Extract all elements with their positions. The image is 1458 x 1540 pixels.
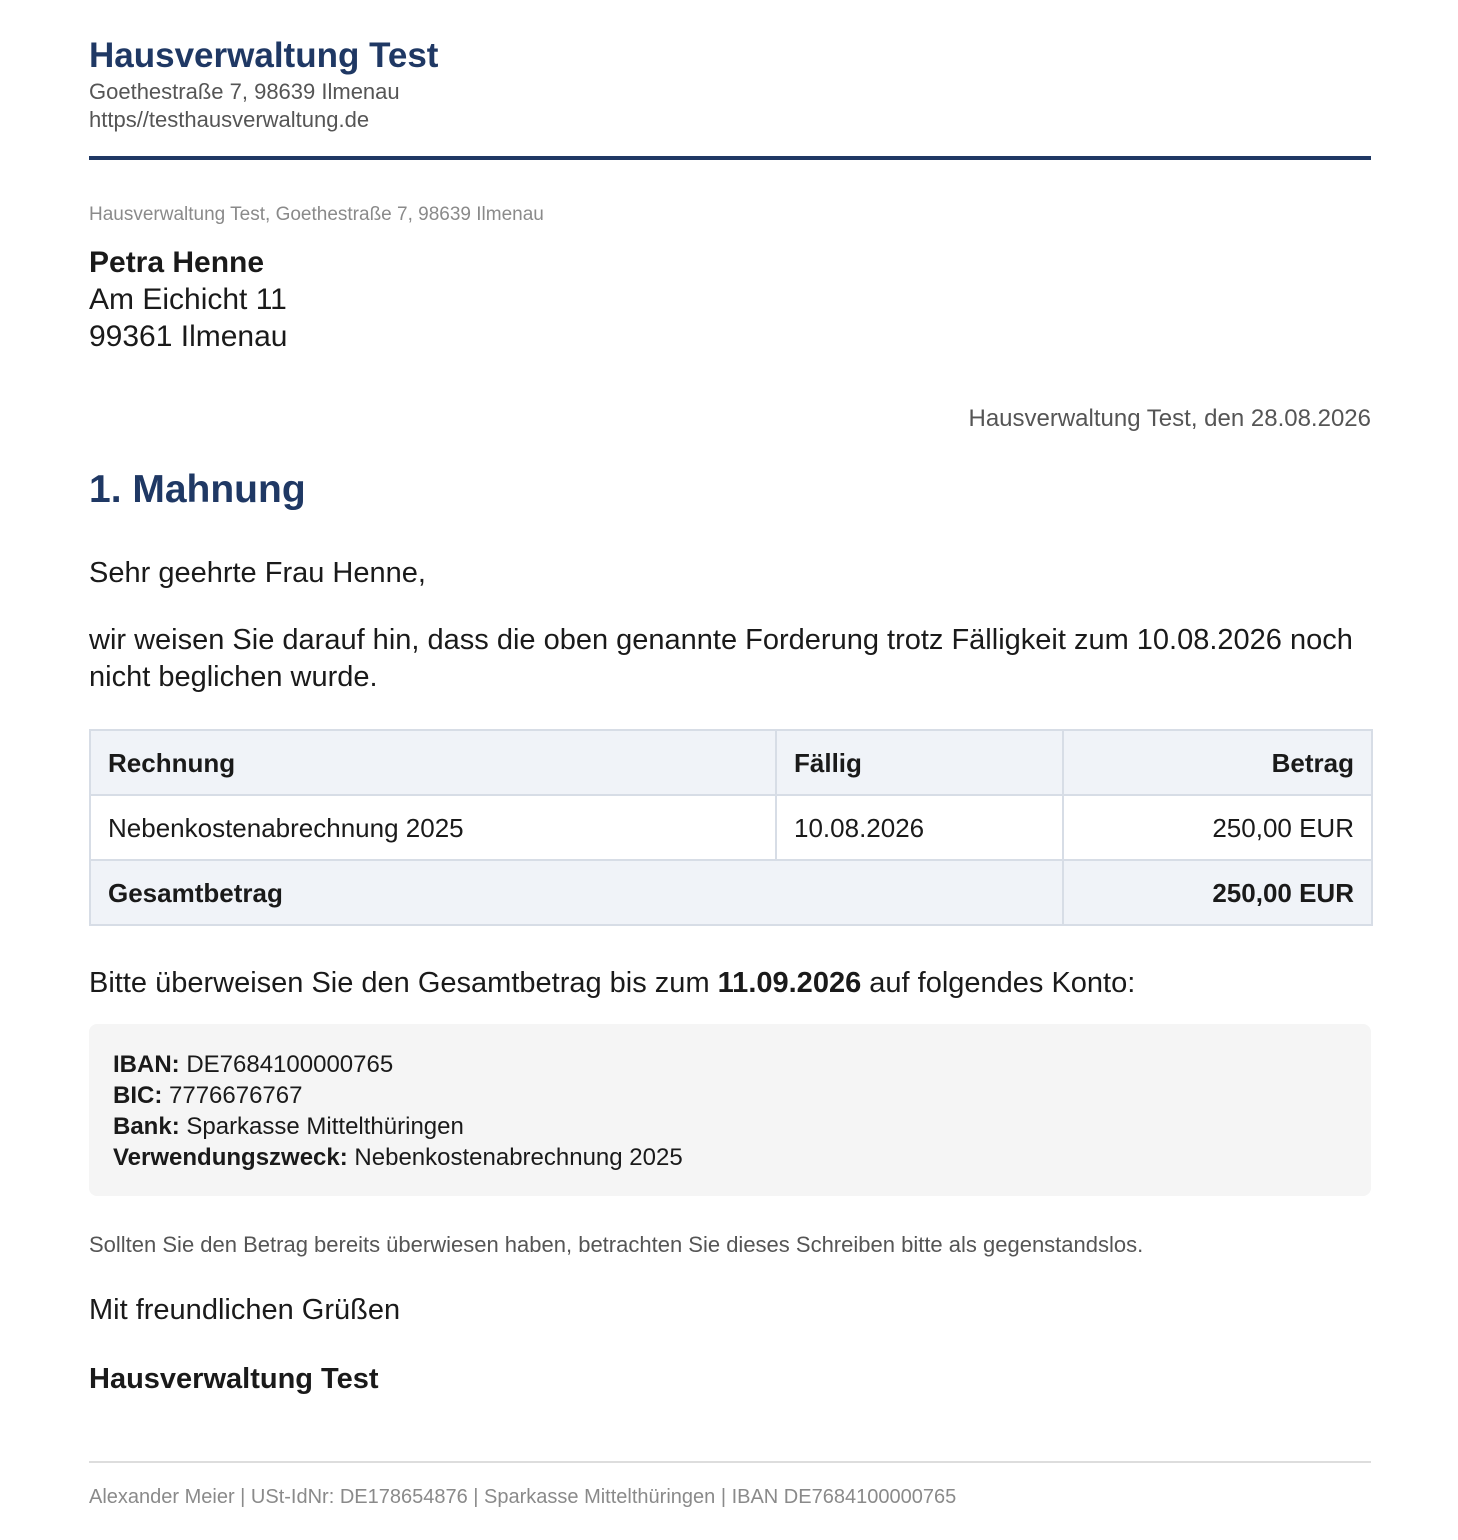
cell-due: 10.08.2026 — [776, 795, 1063, 860]
recipient-street: Am Eichicht 11 — [89, 283, 287, 316]
iban-value: DE7684100000765 — [186, 1051, 394, 1078]
table-header-row — [90, 730, 1372, 795]
body-paragraph: wir weisen Sie darauf hin, dass die oben genannte Forderung trotz Fälligkeit zum 10.08.2026 noch nicht beglichen wurde. — [89, 624, 1353, 693]
bank-label: Bank: — [113, 1113, 180, 1140]
salutation: Sehr geehrte Frau Henne, — [89, 557, 426, 589]
header-divider — [89, 156, 1371, 160]
closing-phrase: Mit freundlichen Grüßen — [89, 1294, 401, 1326]
bank-bic-line — [113, 1080, 683, 1111]
payment-note: Sollten Sie den Betrag bereits überwiesen haben, betrachten Sie dieses Schreiben bitte als gegenstandslos. — [89, 1232, 1144, 1257]
purpose-label: Verwendungszweck: — [113, 1144, 348, 1171]
table-total-row — [90, 860, 1372, 925]
invoice-table — [89, 729, 1373, 926]
header-amount: Betrag — [1063, 730, 1372, 795]
recipient-address — [89, 244, 288, 355]
bank-details-box — [89, 1024, 1371, 1196]
total-label: Gesamtbetrag — [90, 860, 1063, 925]
footer-info: Alexander Meier | USt-IdNr: DE178654876 | Sparkasse Mittelthüringen | IBAN DE7684100000765 — [89, 1486, 957, 1508]
letter-subject: 1. Mahnung — [89, 468, 306, 511]
company-url: https//testhausverwaltung.de — [89, 107, 370, 132]
date-line: Hausverwaltung Test, den 28.08.2026 — [968, 405, 1371, 432]
payment-instruction — [89, 965, 1135, 1001]
footer-divider — [89, 1461, 1371, 1463]
iban-label: IBAN: — [113, 1051, 180, 1078]
bic-value: 7776676767 — [169, 1082, 303, 1109]
bank-name-value: Sparkasse Mittelthüringen — [186, 1113, 464, 1140]
payment-deadline: 11.09.2026 — [717, 967, 862, 999]
payment-text-before: Bitte überweisen Sie den Gesamtbetrag bis zum — [89, 967, 718, 999]
bank-name-line — [113, 1111, 683, 1142]
cell-invoice: Nebenkostenabrechnung 2025 — [90, 795, 776, 860]
header-due: Fällig — [776, 730, 1063, 795]
sender-return-line: Hausverwaltung Test, Goethestraße 7, 98639 Ilmenau — [89, 204, 544, 225]
table-row — [90, 795, 1372, 860]
cell-amount: 250,00 EUR — [1063, 795, 1372, 860]
recipient-city: 99361 Ilmenau — [89, 320, 288, 353]
total-amount: 250,00 EUR — [1063, 860, 1372, 925]
purpose-value: Nebenkostenabrechnung 2025 — [354, 1144, 683, 1171]
recipient-name: Petra Henne — [89, 246, 265, 279]
payment-text-after: auf folgendes Konto: — [861, 967, 1136, 999]
bic-label: BIC: — [113, 1082, 163, 1109]
header-invoice: Rechnung — [90, 730, 776, 795]
bank-iban-line — [113, 1049, 683, 1080]
bank-purpose-line — [113, 1142, 683, 1173]
company-address: Goethestraße 7, 98639 Ilmenau — [89, 79, 400, 104]
company-name: Hausverwaltung Test — [89, 36, 439, 75]
signature: Hausverwaltung Test — [89, 1363, 379, 1395]
